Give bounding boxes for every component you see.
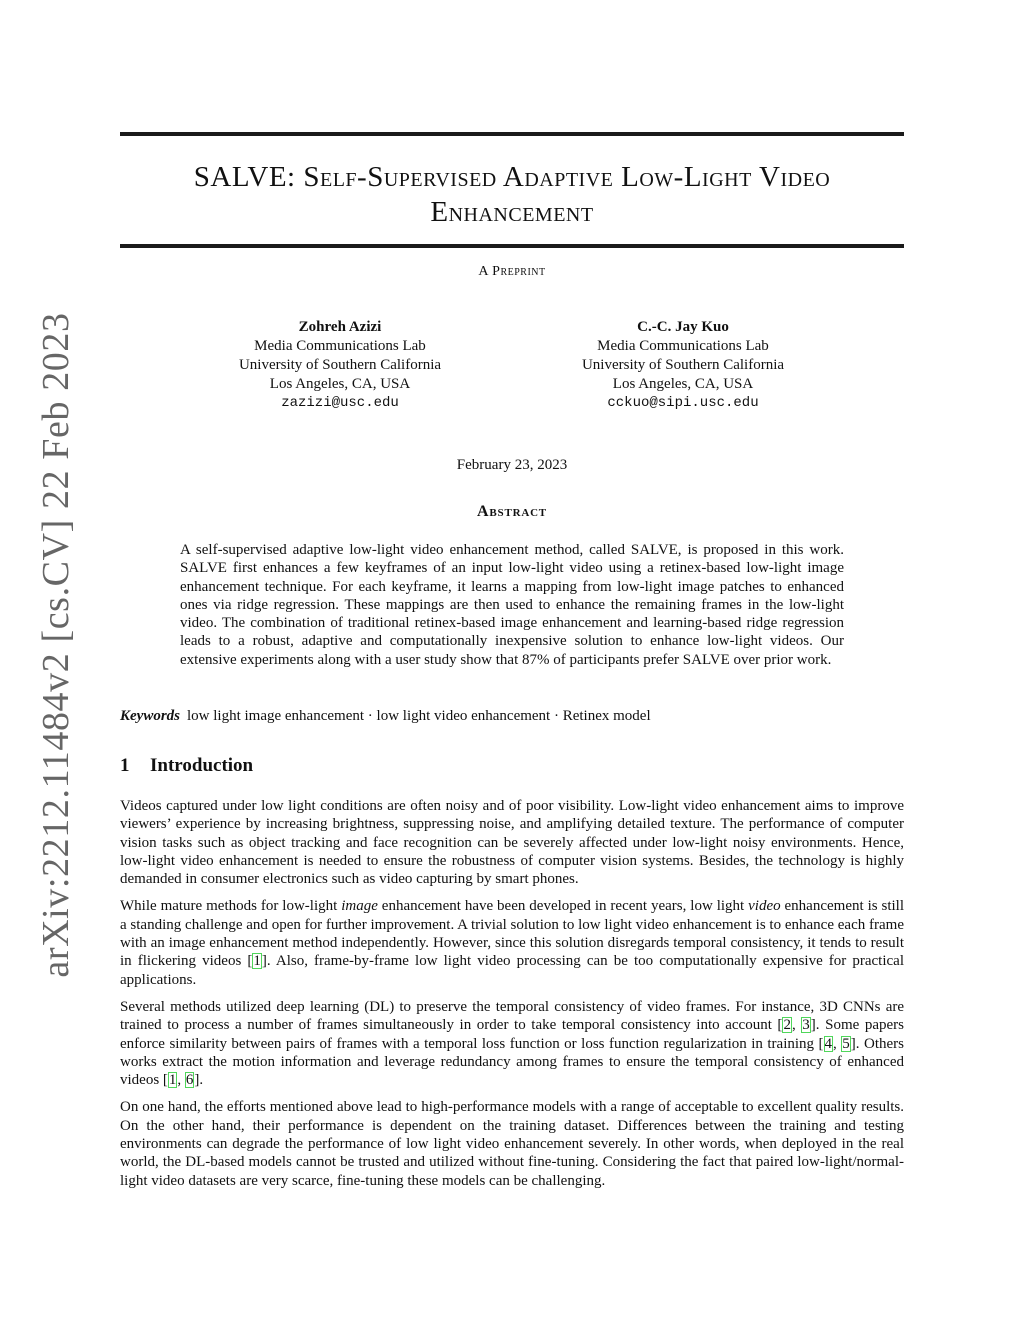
citation-link[interactable]: 1 — [253, 953, 261, 970]
paragraph-text: ]. — [194, 1072, 204, 1089]
paragraph-4: On one hand, the efforts mentioned above lead to high-performance models with a range of acceptable to excellent quality results. On the other hand, their performance is dependent on the training dataset. Differences between the training and testing environments can degrade the performance of low light video enhancement severely. In other words, when deployed in the real world, the DL-based models cannot be trusted and utilized without fine-tuning. Considering the fact that paired low-light/normal-light video datasets are very scarce, fine-tuning these models can be challenging. — [120, 1099, 904, 1189]
paper-title — [120, 160, 904, 230]
preprint-label: A Preprint — [478, 264, 546, 279]
author-block-1 — [160, 318, 520, 413]
author-university: University of Southern California — [238, 357, 442, 373]
body-text — [120, 797, 904, 1199]
title-line-2: Enhancement — [430, 196, 594, 228]
citation-link[interactable]: 6 — [185, 1072, 194, 1089]
citation-link[interactable]: 1 — [168, 1072, 177, 1089]
citation-separator: , — [177, 1072, 185, 1089]
author-lab: Media Communications Lab — [597, 338, 769, 354]
title-line-1: SALVE: Self-Supervised Adaptive Low-Light Video — [193, 161, 831, 193]
citation-separator: , — [833, 1035, 842, 1052]
paragraph-text: ]. Also, frame-by-frame low light video processing can be too computationally expensive for practical applications. — [120, 953, 905, 988]
author-email[interactable]: cckuo@sipi.usc.edu — [607, 395, 759, 411]
emphasis-video: video — [748, 898, 781, 915]
paragraph-1: Videos captured under low light conditions are often noisy and of poor visibility. Low-light video enhancement aims to improve viewers’ experience by increasing brightness, suppressing noise, and amplifying detailed texture. The performance of computer vision tasks such as object tracking and face recognition can be severely affected under low-light noisy environments. Hence, low-light video enhancement is needed to ensure the robustness of computer vision systems. Besides, the technology is highly demanded in consumer electronics such as video capturing by smart phones. — [120, 798, 904, 888]
author-email[interactable]: zazizi@usc.edu — [281, 395, 399, 411]
paragraph-3 — [120, 998, 904, 1089]
abstract-text: A self-supervised adaptive low-light video enhancement method, called SALVE, is proposed in this work. SALVE first enhances a few keyframes of an input low-light video using a retinex-based low-light image enhancement technique. For each keyframe, it learns a mapping from low-light image patches to enhanced ones via ridge regression. These mappings are then used to enhance the remaining frames in the low-light video. The combination of traditional retinex-based image enhancement and learning-based ridge regression leads to a robust, adaptive and computationally inexpensive solution to enhance low-light videos. Our extensive experiments along with a user study show that 87% of participants prefer SALVE over prior work. — [180, 542, 844, 668]
author-name: Zohreh Azizi — [298, 319, 382, 335]
title-rule-top — [120, 132, 904, 136]
citation-link[interactable]: 3 — [802, 1017, 810, 1034]
emphasis-image: image — [341, 898, 378, 915]
author-block-2 — [503, 318, 863, 413]
abstract-heading: Abstract — [477, 503, 547, 520]
citation-link[interactable]: 5 — [842, 1035, 850, 1052]
section-number: 1 — [120, 755, 130, 776]
citation-link[interactable]: 2 — [783, 1017, 791, 1034]
paragraph-text: While mature methods for low-light — [120, 898, 342, 915]
section-title: Introduction — [150, 755, 254, 776]
paragraph-2 — [120, 897, 904, 988]
paragraph-text: enhancement is still a standing challenge and open for further improvement. A trivial solution to low light video enhancement is to enhance each frame with an image enhancement method independently. However, since this solution disregards temporal consistency, it tends to result in flickering videos [ — [120, 898, 904, 970]
author-location: Los Angeles, CA, USA — [612, 376, 754, 392]
paragraph-text: ]. Others works extract the motion information and leverage redundancy among frames to ensure the temporal consistency of enhanced videos [ — [120, 1035, 904, 1089]
section-heading — [120, 755, 904, 777]
citation-link[interactable]: 4 — [824, 1035, 833, 1052]
paragraph-text: Several methods utilized deep learning (DL) to preserve the temporal consistency of video frames. For instance, 3D CNNs are trained to process a number of frames simultaneously in order to take temporal consistency into account [ — [120, 998, 904, 1034]
arxiv-identifier: arXiv:2212.11484v2 [cs.CV] 22 Feb 2023 — [35, 312, 77, 978]
author-lab: Media Communications Lab — [254, 338, 426, 354]
author-university: University of Southern California — [581, 357, 785, 373]
keywords-label: Keywords — [120, 708, 180, 724]
author-name: C.-C. Jay Kuo — [637, 319, 729, 335]
paragraph-text: ]. Some papers enforce similarity between pairs of frames with a temporal loss function or loss function regularization in training [ — [120, 1017, 905, 1052]
citation-separator: , — [791, 1017, 802, 1034]
keywords-text: low light image enhancement · low light video enhancement · Retinex model — [187, 708, 651, 724]
paragraph-text: enhancement have been developed in recent years, low light — [377, 898, 749, 915]
keywords-line — [120, 708, 904, 725]
author-location: Los Angeles, CA, USA — [269, 376, 411, 392]
publication-date: February 23, 2023 — [456, 457, 568, 473]
title-rule-bottom — [120, 244, 904, 248]
